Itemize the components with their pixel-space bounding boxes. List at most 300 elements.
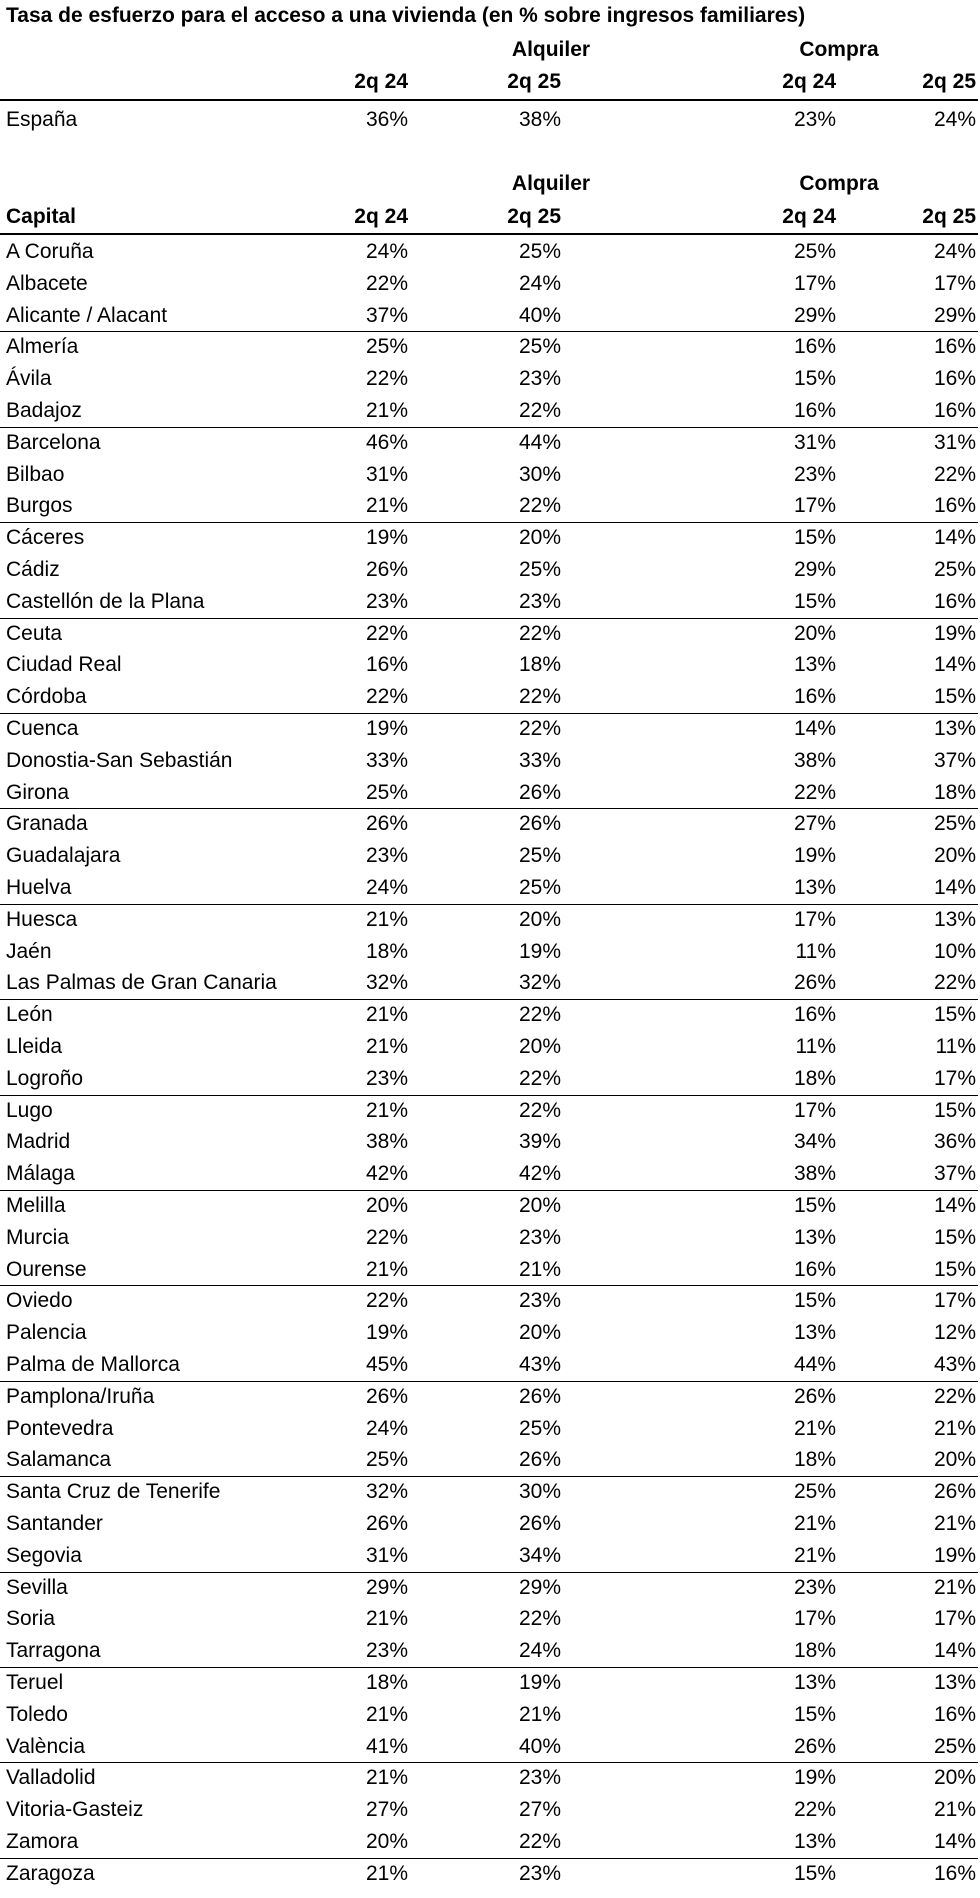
table-cell: 25% <box>793 1480 836 1503</box>
table-cell: 15% <box>793 526 836 549</box>
table-cell: 11% <box>795 940 836 963</box>
capital-name: Madrid <box>6 1130 71 1153</box>
capital-name: Murcia <box>6 1226 70 1249</box>
capital-name: Zaragoza <box>6 1862 95 1885</box>
capital-name: Ávila <box>6 367 52 390</box>
table-cell: 21% <box>793 1512 836 1535</box>
table-cell: 22% <box>518 1607 561 1630</box>
table-cell: 25% <box>933 558 976 581</box>
capital-name: Donostia-San Sebastián <box>6 749 233 772</box>
table-cell: 23% <box>365 1639 408 1662</box>
capital-name: Segovia <box>6 1544 82 1567</box>
table-cell: 21% <box>365 1099 408 1122</box>
table-cell: 16% <box>933 494 976 517</box>
table-cell: 26% <box>793 971 836 994</box>
table-row <box>0 300 978 332</box>
table-cell: 13% <box>793 1671 836 1694</box>
table-cell: 17% <box>793 494 836 517</box>
table-row <box>0 1317 978 1349</box>
period-header: 2q 24 <box>782 70 836 93</box>
table-cell: 21% <box>365 494 408 517</box>
table-cell: 18% <box>365 1671 408 1694</box>
table-row <box>0 1508 978 1540</box>
table-cell: 20% <box>518 908 561 931</box>
table-cell: 22% <box>365 1226 408 1249</box>
table-cell: 23% <box>793 1576 836 1599</box>
table-cell: 11% <box>935 1035 976 1058</box>
capital-name: Toledo <box>6 1703 68 1726</box>
table-cell: 22% <box>518 717 561 740</box>
table-row <box>0 1826 978 1858</box>
table-cell: 18% <box>793 1639 836 1662</box>
table-cell: 15% <box>933 1099 976 1122</box>
capital-name: Ceuta <box>6 622 63 645</box>
table-cell: 15% <box>793 367 836 390</box>
table-cell: 20% <box>518 526 561 549</box>
table-cell: 15% <box>793 1289 836 1312</box>
table-cell: 20% <box>933 1766 976 1789</box>
table-cell: 20% <box>933 844 976 867</box>
table-cell: 16% <box>365 653 408 676</box>
table-cell: 23% <box>518 1289 561 1312</box>
table-cell: 26% <box>365 812 408 835</box>
header-rule <box>0 233 978 235</box>
table-cell: 14% <box>933 1194 976 1217</box>
table-cell: 19% <box>518 1671 561 1694</box>
table-cell: 42% <box>365 1162 408 1185</box>
table-cell: 21% <box>365 1766 408 1789</box>
capital-name: Sevilla <box>6 1576 68 1599</box>
table-cell: 25% <box>933 812 976 835</box>
table-cell: 45% <box>365 1353 408 1376</box>
table-cell: 25% <box>518 335 561 358</box>
period-header: 2q 24 <box>354 205 408 228</box>
table-cell: 26% <box>518 1512 561 1535</box>
table-cell: 21% <box>365 908 408 931</box>
table-cell: 22% <box>518 1830 561 1853</box>
table-cell: 17% <box>793 272 836 295</box>
table-cell: 20% <box>518 1194 561 1217</box>
table-cell: 23% <box>518 1226 561 1249</box>
capital-name: Badajoz <box>6 399 82 422</box>
table-cell: 16% <box>933 1862 976 1885</box>
table-cell: 14% <box>933 1830 976 1853</box>
table-row <box>0 1190 978 1222</box>
table-cell: 17% <box>793 908 836 931</box>
table-cell: 38% <box>518 108 561 131</box>
capital-name: Oviedo <box>6 1289 73 1312</box>
table-cell: 15% <box>793 590 836 613</box>
table-row <box>0 1254 978 1286</box>
table-cell: 13% <box>933 908 976 931</box>
table-cell: 31% <box>793 431 836 454</box>
table-cell: 32% <box>365 1480 408 1503</box>
table-cell: 15% <box>793 1194 836 1217</box>
table-cell: 29% <box>793 558 836 581</box>
table-row <box>0 554 978 586</box>
table-row <box>0 999 978 1031</box>
table-row <box>0 1126 978 1158</box>
table-cell: 15% <box>933 1003 976 1026</box>
table-cell: 19% <box>365 717 408 740</box>
table-cell: 14% <box>933 1639 976 1662</box>
table-row <box>0 1699 978 1731</box>
table-row <box>0 840 978 872</box>
table-cell: 22% <box>365 685 408 708</box>
period-header: 2q 24 <box>782 205 836 228</box>
table-cell: 31% <box>933 431 976 454</box>
table-cell: 23% <box>793 108 836 131</box>
table-cell: 17% <box>793 1607 836 1630</box>
table-cell: 31% <box>365 463 408 486</box>
period-header: 2q 24 <box>354 70 408 93</box>
table-cell: 37% <box>933 1162 976 1185</box>
table-cell: 14% <box>933 876 976 899</box>
table-row <box>0 808 978 840</box>
table-cell: 11% <box>795 1035 836 1058</box>
capital-name: Lleida <box>6 1035 63 1058</box>
table-cell: 30% <box>518 1480 561 1503</box>
capital-name: Palma de Mallorca <box>6 1353 180 1376</box>
table-cell: 24% <box>365 240 408 263</box>
table-cell: 21% <box>365 1607 408 1630</box>
table-cell: 32% <box>365 971 408 994</box>
table-cell: 23% <box>518 590 561 613</box>
table-cell: 30% <box>518 463 561 486</box>
table-row <box>0 967 978 999</box>
table-cell: 18% <box>793 1067 836 1090</box>
capital-name: A Coruña <box>6 240 94 263</box>
table-cell: 33% <box>518 749 561 772</box>
table-cell: 19% <box>365 526 408 549</box>
table-cell: 14% <box>933 526 976 549</box>
capital-name: Girona <box>6 781 70 804</box>
capital-name: Cuenca <box>6 717 79 740</box>
table-cell: 15% <box>793 1862 836 1885</box>
group-header-rent: Alquiler <box>511 38 591 61</box>
table-row <box>0 268 978 300</box>
table-row <box>0 1603 978 1635</box>
table-cell: 25% <box>365 781 408 804</box>
table-cell: 10% <box>933 940 976 963</box>
capital-name: Alicante / Alacant <box>6 304 168 327</box>
table-cell: 13% <box>793 1226 836 1249</box>
table-cell: 27% <box>365 1798 408 1821</box>
period-header: 2q 25 <box>507 205 561 228</box>
table-cell: 18% <box>365 940 408 963</box>
table-row <box>0 936 978 968</box>
table-cell: 22% <box>365 367 408 390</box>
capital-name: Valladolid <box>6 1766 96 1789</box>
table-cell: 43% <box>518 1353 561 1376</box>
capital-name: Guadalajara <box>6 844 121 867</box>
table-cell: 25% <box>933 1735 976 1758</box>
table-cell: 21% <box>365 1258 408 1281</box>
table-cell: 41% <box>365 1735 408 1758</box>
table-cell: 25% <box>518 876 561 899</box>
table-cell: 22% <box>518 494 561 517</box>
table-cell: 16% <box>793 685 836 708</box>
table-row <box>0 777 978 809</box>
capital-name: Burgos <box>6 494 73 517</box>
table-row <box>0 1858 978 1890</box>
table-cell: 33% <box>365 749 408 772</box>
table-cell: 16% <box>793 335 836 358</box>
table-cell: 21% <box>365 1003 408 1026</box>
table-cell: 25% <box>518 844 561 867</box>
capital-name: Málaga <box>6 1162 75 1185</box>
group-header-rent: Alquiler <box>511 172 591 195</box>
table-cell: 34% <box>793 1130 836 1153</box>
table-cell: 37% <box>365 304 408 327</box>
table-cell: 22% <box>365 622 408 645</box>
table-cell: 23% <box>365 844 408 867</box>
table-cell: 16% <box>793 1258 836 1281</box>
table-row <box>0 618 978 650</box>
table-cell: 20% <box>365 1830 408 1853</box>
table-cell: 25% <box>365 335 408 358</box>
capital-name: Soria <box>6 1607 56 1630</box>
table-cell: 32% <box>518 971 561 994</box>
table-cell: 18% <box>518 653 561 676</box>
table-cell: 19% <box>793 844 836 867</box>
group-header-buy: Compra <box>799 38 879 61</box>
table-row <box>0 1381 978 1413</box>
table-cell: 23% <box>518 1766 561 1789</box>
table-cell: 19% <box>365 1321 408 1344</box>
table-cell: 15% <box>933 685 976 708</box>
capital-name: Melilla <box>6 1194 66 1217</box>
table-cell: 22% <box>793 1798 836 1821</box>
table-cell: 37% <box>933 749 976 772</box>
table-cell: 22% <box>793 781 836 804</box>
capital-name: Las Palmas de Gran Canaria <box>6 971 277 994</box>
table-cell: 43% <box>933 1353 976 1376</box>
table-cell: 20% <box>518 1035 561 1058</box>
table-cell: 22% <box>518 622 561 645</box>
table-cell: 17% <box>933 1289 976 1312</box>
table-cell: 21% <box>365 1703 408 1726</box>
table-row <box>0 1413 978 1445</box>
table-cell: 15% <box>793 1703 836 1726</box>
table-cell: 34% <box>518 1544 561 1567</box>
table-cell: 24% <box>518 1639 561 1662</box>
table-cell: 13% <box>933 1671 976 1694</box>
table-cell: 23% <box>518 1862 561 1885</box>
table-cell: 20% <box>933 1448 976 1471</box>
table-cell: 21% <box>365 1862 408 1885</box>
table-cell: 25% <box>518 1417 561 1440</box>
capital-name: Córdoba <box>6 685 87 708</box>
table-row <box>0 395 978 427</box>
capital-name: Bilbao <box>6 463 65 486</box>
table-row <box>0 1031 978 1063</box>
table-row <box>0 1572 978 1604</box>
capital-name: Granada <box>6 812 88 835</box>
table-cell: 17% <box>933 1067 976 1090</box>
table-cell: 27% <box>793 812 836 835</box>
table-row <box>0 649 978 681</box>
table-cell: 19% <box>933 1544 976 1567</box>
table-cell: 22% <box>518 1003 561 1026</box>
table-cell: 46% <box>365 431 408 454</box>
table-cell: 21% <box>933 1798 976 1821</box>
table-cell: 15% <box>933 1258 976 1281</box>
table-row <box>0 490 978 522</box>
capital-name: Zamora <box>6 1830 79 1853</box>
table-cell: 24% <box>518 272 561 295</box>
table-cell: 44% <box>518 431 561 454</box>
capital-name: Albacete <box>6 272 88 295</box>
table-cell: 20% <box>518 1321 561 1344</box>
table-row <box>0 1731 978 1763</box>
table-cell: 44% <box>793 1353 836 1376</box>
table-cell: 14% <box>933 653 976 676</box>
table-cell: 19% <box>793 1766 836 1789</box>
national-row <box>0 104 978 136</box>
table-row <box>0 331 978 363</box>
table-row <box>0 1635 978 1667</box>
table-cell: 22% <box>933 1385 976 1408</box>
table-cell: 16% <box>933 1703 976 1726</box>
table-cell: 17% <box>933 1607 976 1630</box>
table-cell: 16% <box>933 590 976 613</box>
table-cell: 16% <box>793 1003 836 1026</box>
capital-name: Palencia <box>6 1321 87 1344</box>
table-row <box>0 1540 978 1572</box>
table-cell: 26% <box>365 1385 408 1408</box>
table-cell: 22% <box>933 971 976 994</box>
table-cell: 17% <box>933 272 976 295</box>
capital-name: Pamplona/Iruña <box>6 1385 155 1408</box>
table-cell: 13% <box>793 1830 836 1853</box>
capital-name: Barcelona <box>6 431 101 454</box>
table-cell: 27% <box>518 1798 561 1821</box>
capital-name: Lugo <box>6 1099 53 1122</box>
table-cell: 31% <box>365 1544 408 1567</box>
table-cell: 19% <box>933 622 976 645</box>
capital-name: Ciudad Real <box>6 653 122 676</box>
table-cell: 24% <box>365 1417 408 1440</box>
table-cell: 22% <box>518 1067 561 1090</box>
capital-column-header: Capital <box>6 205 77 228</box>
table-cell: 29% <box>793 304 836 327</box>
table-cell: 13% <box>793 653 836 676</box>
table-cell: 13% <box>793 1321 836 1344</box>
table-cell: 18% <box>793 1448 836 1471</box>
period-header-row <box>0 67 978 99</box>
table-row <box>0 1285 978 1317</box>
header-rule <box>0 99 978 101</box>
table-cell: 21% <box>793 1544 836 1567</box>
table-row <box>0 872 978 904</box>
table-cell: 40% <box>518 1735 561 1758</box>
table-cell: 26% <box>793 1385 836 1408</box>
table-cell: 26% <box>365 1512 408 1535</box>
table-cell: 14% <box>793 717 836 740</box>
table-row <box>0 363 978 395</box>
table-row <box>0 681 978 713</box>
table-cell: 26% <box>518 1385 561 1408</box>
table-row <box>0 1349 978 1381</box>
table-cell: 42% <box>518 1162 561 1185</box>
table-cell: 22% <box>518 1099 561 1122</box>
table-cell: 17% <box>793 1099 836 1122</box>
capital-name: Santa Cruz de Tenerife <box>6 1480 221 1503</box>
table-row <box>0 586 978 618</box>
group-header-buy: Compra <box>799 172 879 195</box>
capital-name: Almería <box>6 335 79 358</box>
table-cell: 20% <box>793 622 836 645</box>
table-title: Tasa de esfuerzo para el acceso a una vivienda (en % sobre ingresos familiares) <box>6 4 806 27</box>
capital-name: Teruel <box>6 1671 64 1694</box>
table-row <box>0 459 978 491</box>
capital-name: València <box>6 1735 85 1758</box>
capital-name: Jaén <box>6 940 52 963</box>
table-cell: 38% <box>793 749 836 772</box>
table-cell: 24% <box>933 108 976 131</box>
table-cell: 20% <box>365 1194 408 1217</box>
table-cell: 15% <box>933 1226 976 1249</box>
table-cell: 26% <box>518 1448 561 1471</box>
table-cell: 23% <box>518 367 561 390</box>
table-row <box>0 522 978 554</box>
table-cell: 29% <box>518 1576 561 1599</box>
table-cell: 19% <box>518 940 561 963</box>
table-cell: 36% <box>933 1130 976 1153</box>
table-cell: 21% <box>365 1035 408 1058</box>
table-cell: 23% <box>365 1067 408 1090</box>
table-cell: 21% <box>933 1576 976 1599</box>
capital-name: Ourense <box>6 1258 87 1281</box>
capital-name: Cáceres <box>6 526 85 549</box>
table-row <box>0 1667 978 1699</box>
table-cell: 22% <box>365 272 408 295</box>
table-cell: 23% <box>793 463 836 486</box>
table-cell: 16% <box>933 335 976 358</box>
capital-name: Huelva <box>6 876 72 899</box>
table-cell: 24% <box>365 876 408 899</box>
capital-name: Cádiz <box>6 558 60 581</box>
table-cell: 21% <box>793 1417 836 1440</box>
capital-header-row <box>0 202 978 234</box>
table-row <box>0 745 978 777</box>
table-cell: 21% <box>518 1258 561 1281</box>
table-cell: 21% <box>933 1417 976 1440</box>
table-cell: 16% <box>933 399 976 422</box>
table-cell: 24% <box>933 240 976 263</box>
table-row <box>0 1794 978 1826</box>
table-cell: 22% <box>518 399 561 422</box>
national-name: España <box>6 108 78 131</box>
table-cell: 26% <box>518 812 561 835</box>
capital-name: Logroño <box>6 1067 84 1090</box>
table-row <box>0 427 978 459</box>
table-cell: 25% <box>518 240 561 263</box>
table-cell: 38% <box>793 1162 836 1185</box>
table-row <box>0 1063 978 1095</box>
table-row <box>0 904 978 936</box>
table-cell: 21% <box>365 399 408 422</box>
table-row <box>0 713 978 745</box>
table-row <box>0 1762 978 1794</box>
table-cell: 12% <box>933 1321 976 1344</box>
table-cell: 39% <box>518 1130 561 1153</box>
table-cell: 26% <box>365 558 408 581</box>
table-cell: 25% <box>518 558 561 581</box>
capital-name: Castellón de la Plana <box>6 590 205 613</box>
table-cell: 29% <box>365 1576 408 1599</box>
